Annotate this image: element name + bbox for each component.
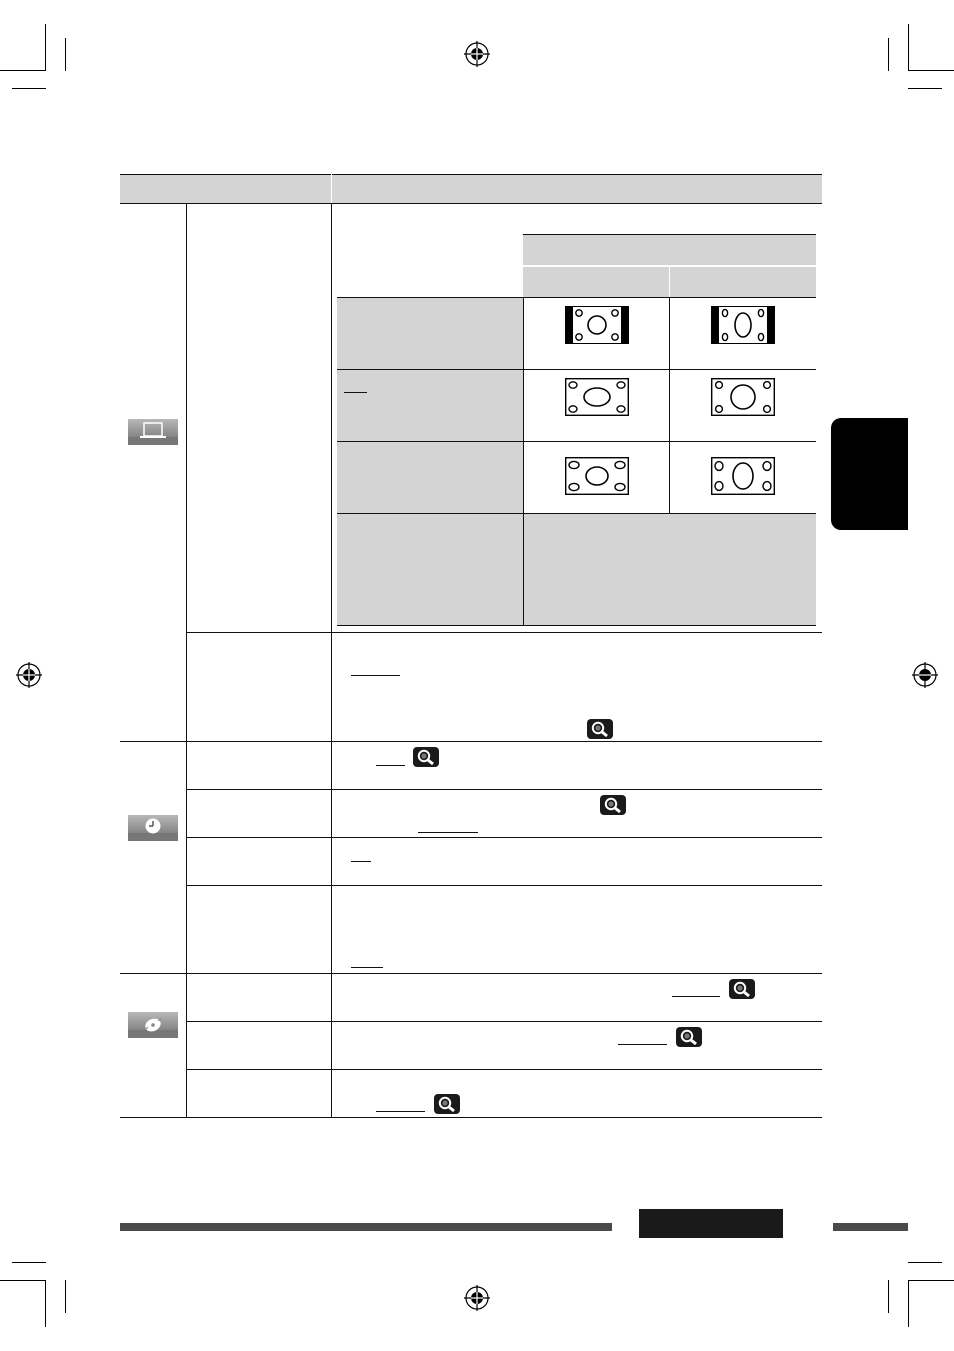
magnifier-icon <box>676 1027 702 1047</box>
rule <box>337 625 816 626</box>
footer-bar <box>120 1223 612 1231</box>
crop-mark <box>0 1280 45 1281</box>
aspect-full-normal-icon <box>711 378 775 416</box>
crop-mark <box>908 70 954 71</box>
rule <box>337 297 816 298</box>
crop-mark <box>0 70 45 71</box>
underline-mark <box>376 765 405 766</box>
rule <box>523 297 524 625</box>
rule <box>186 632 822 633</box>
crop-mark <box>908 1280 909 1327</box>
aspect-subheader-left <box>523 266 669 297</box>
rule <box>120 973 822 974</box>
underline-mark <box>376 1111 425 1112</box>
aspect-row-label <box>337 369 523 441</box>
aspect-row-label <box>337 297 523 369</box>
rule <box>337 513 816 514</box>
aspect-row-label <box>337 513 523 625</box>
section-thumb-tab <box>831 418 908 530</box>
underline-mark <box>672 996 720 997</box>
magnifier-icon <box>434 1094 460 1114</box>
rule <box>186 1021 822 1022</box>
magnifier-icon <box>587 719 613 739</box>
magnifier-icon <box>413 747 439 767</box>
rule <box>669 297 670 513</box>
magnifier-icon <box>600 795 626 815</box>
aspect-zoom-wide-icon <box>565 457 629 495</box>
aspect-subheader-right <box>670 266 816 297</box>
rule <box>331 174 332 204</box>
rule <box>120 1117 822 1118</box>
aspect-pillarbox-icon <box>565 306 629 344</box>
crop-mark <box>45 24 46 71</box>
clock-menu-icon <box>128 815 178 841</box>
underline-mark <box>418 832 478 833</box>
rule <box>186 1069 822 1070</box>
crop-mark <box>12 88 46 89</box>
disc-menu-icon <box>128 1012 178 1038</box>
rule <box>331 203 332 1118</box>
table-header-item <box>120 174 331 204</box>
rule <box>337 441 816 442</box>
crop-mark <box>908 1262 942 1263</box>
crop-mark <box>908 24 909 71</box>
rule <box>120 741 822 742</box>
crop-mark <box>65 38 66 71</box>
crop-mark <box>888 1280 889 1313</box>
crop-mark <box>908 1280 954 1281</box>
crop-mark <box>12 1262 46 1263</box>
underline-mark <box>618 1044 667 1045</box>
registration-mark-icon <box>464 1285 490 1311</box>
table-header-setting <box>332 174 822 204</box>
rule <box>120 203 822 204</box>
aspect-pillarbox-stretched-icon <box>711 306 775 344</box>
page-number-tab <box>639 1209 783 1238</box>
crop-mark <box>888 38 889 71</box>
aspect-row-label <box>337 441 523 513</box>
underline-mark <box>344 392 367 393</box>
underline-mark <box>351 861 371 862</box>
rule <box>186 203 187 1118</box>
footer-bar-right <box>833 1223 908 1231</box>
underline-mark <box>351 675 400 676</box>
rule <box>186 789 822 790</box>
underline-mark <box>351 967 383 968</box>
registration-mark-icon <box>16 662 42 688</box>
rule <box>337 369 816 370</box>
aspect-zoom-normal-icon <box>711 457 775 495</box>
registration-mark-icon <box>464 41 490 67</box>
magnifier-icon <box>729 979 755 999</box>
aspect-full-wide-icon <box>565 378 629 416</box>
rule <box>120 174 822 175</box>
rule <box>186 885 822 886</box>
aspect-header <box>523 235 816 265</box>
picture-menu-icon <box>128 419 178 445</box>
rule <box>186 837 822 838</box>
aspect-row-note <box>523 513 816 625</box>
crop-mark <box>65 1280 66 1313</box>
registration-mark-icon <box>912 662 938 688</box>
crop-mark <box>908 88 942 89</box>
rule <box>523 234 816 235</box>
crop-mark <box>45 1280 46 1327</box>
rule <box>669 266 670 297</box>
